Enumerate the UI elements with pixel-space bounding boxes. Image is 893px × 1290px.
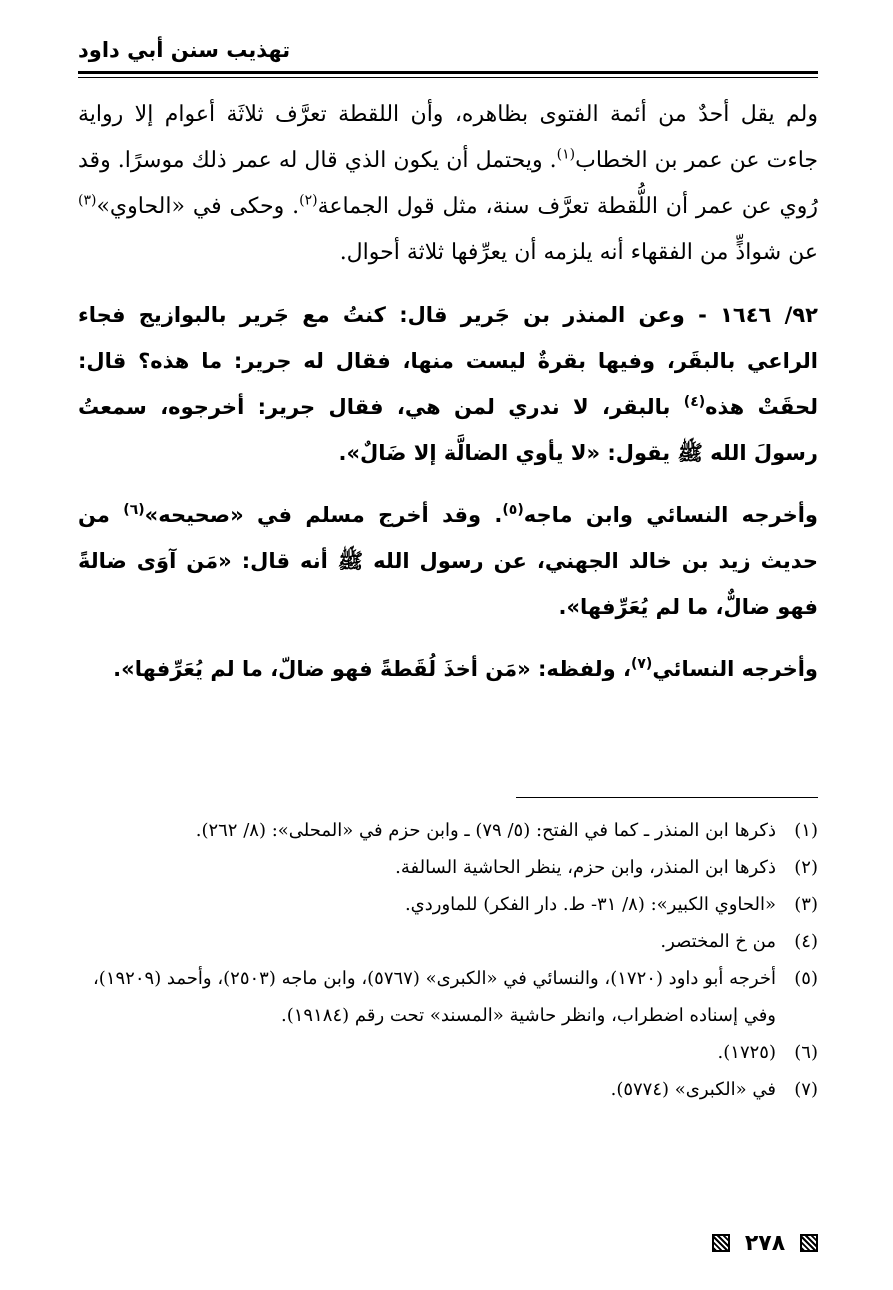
footnote-text: (١٧٢٥).	[717, 1042, 776, 1063]
footnote-ref[interactable]: (٧)	[630, 656, 653, 672]
footnote-text: أخرجه أبو داود (١٧٢٠)، والنسائي في «الكبرى» (٥٧٦٧)، وابن ماجه (٢٥٠٣)، وأحمد (١٩٢٠٩)، وفي إسناده اضطراب، وانظر حاشية «المسند» تحت رقم (١٩١٨٤).	[93, 968, 776, 1026]
footnote-ref[interactable]: (٢)	[299, 192, 318, 209]
footnote-text: من خ المختصر.	[660, 931, 776, 952]
text-span: . وحكى في «الحاوي»	[96, 194, 300, 219]
footnote-ref[interactable]: (٣)	[78, 192, 97, 209]
footnote-text: ذكرها ابن المنذر، وابن حزم، ينظر الحاشية السالفة.	[395, 857, 776, 878]
text-span: وأخرجه النسائي	[652, 657, 818, 681]
header-rule-thick	[78, 71, 818, 74]
footnote	[78, 960, 818, 1034]
ornament-icon	[800, 1234, 818, 1252]
text-span: . وقد أخرج مسلم في «صحيحه»	[144, 503, 503, 527]
header-rule-thin	[78, 77, 818, 78]
book-title: تهذيب سنن أبي داود	[78, 38, 291, 62]
page-number: ٢٧٨	[744, 1230, 786, 1256]
footnote	[78, 923, 818, 960]
footnote-separator	[516, 797, 818, 798]
footnote-ref[interactable]: (١)	[556, 146, 576, 163]
paragraph-4	[78, 646, 818, 692]
text-span: ، ولفظه: «مَن أخذَ لُقَطةً فهو ضالّ، ما لم يُعَرِّفها».	[113, 657, 631, 681]
text-span: وأخرجه النسائي وابن ماجه	[523, 503, 818, 527]
footnote	[78, 812, 818, 849]
page-number-block	[712, 1228, 818, 1258]
footnote	[78, 886, 818, 923]
footnote-text: «الحاوي الكبير»: (٨/ ٣١- ط. دار الفكر) للماوردي.	[404, 894, 776, 915]
footnote	[78, 1034, 818, 1071]
main-text	[78, 92, 818, 692]
text-span: . ويحتمل أن يكون الذي قال له عمر ذلك موسرًا. وقد رُوي عن عمر أن اللُّقطة تعرَّف سنة، مثل قول الجماعة	[78, 148, 818, 219]
text-span: عن شواذٍّ من الفقهاء أنه يلزمه أن يعرِّفها ثلاثة أحوال.	[339, 240, 818, 265]
text-span: ٩٢/ ١٦٤٦ - وعن المنذر بن جَرير قال: كنتُ مع جَرير بالبوازيج فجاء الراعي بالبقَر، وفيها بقرةٌ ليست منها، فقال له جرير: ما هذه؟ قال: لحقَتْ هذه	[78, 303, 818, 419]
footnote-number: (٣)	[794, 894, 818, 915]
footnote-number: (٥)	[794, 968, 818, 989]
footnote-text: ذكرها ابن المنذر ـ كما في الفتح: (٥/ ٧٩) ـ وابن حزم في «المحلى»: (٨/ ٢٦٢).	[195, 820, 776, 841]
text-span: ولم يقل أحدٌ من أئمة الفتوى بظاهره، وأن اللقطة تعرَّف ثلاثَة أعوام إلا رواية جاءت عن عمر بن الخطاب	[78, 102, 818, 173]
paragraph-3	[78, 492, 818, 630]
running-header	[78, 38, 818, 70]
footnote	[78, 849, 818, 886]
footnote-number: (٤)	[794, 931, 818, 952]
footnote-number: (٧)	[794, 1079, 818, 1100]
footnote	[78, 1071, 818, 1108]
text-span: بالبقر، لا ندري لمن هي، فقال جرير: أخرجوه، سمعتُ رسولَ الله ﷺ يقول: «لا يأوي الضالَّة إلا ضَالٌ».	[78, 395, 818, 465]
footnote-ref[interactable]: (٦)	[123, 502, 145, 518]
footnote-ref[interactable]: (٥)	[502, 502, 524, 518]
hadith-paragraph	[78, 292, 818, 476]
footnote-number: (٢)	[794, 857, 818, 878]
footnote-text: في «الكبرى» (٥٧٧٤).	[610, 1079, 776, 1100]
footnote-ref[interactable]: (٤)	[683, 394, 706, 410]
footnotes	[78, 812, 818, 1108]
ornament-icon	[712, 1234, 730, 1252]
paragraph-1	[78, 92, 818, 276]
footnote-number: (١)	[794, 820, 818, 841]
text-span: من حديث زيد بن خالد الجهني، عن رسول الله ﷺ أنه قال: «مَن آوَى ضالةً فهو ضالٌّ، ما لم يُعَرِّفها».	[78, 503, 818, 619]
footnote-number: (٦)	[794, 1042, 818, 1063]
